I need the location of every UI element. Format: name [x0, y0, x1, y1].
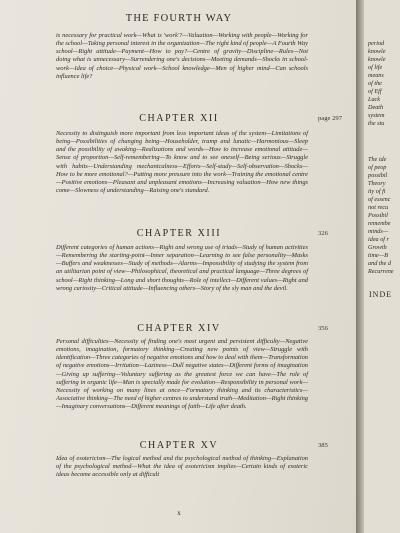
right-line: of Eff [368, 88, 382, 95]
right-line: possibil [368, 172, 388, 179]
right-line: The ide [368, 156, 387, 163]
chapter-heading-xv: CHAPTER XV [139, 440, 219, 451]
chapter-xiii-page: 326 [318, 230, 328, 237]
right-line: and the d [368, 260, 392, 267]
right-line: the stu [368, 120, 385, 127]
chapter-xii-page: page 297 [318, 115, 342, 122]
page-folio: x [177, 509, 181, 517]
right-line: ity of fi [368, 188, 386, 195]
right-line: Theory [368, 180, 386, 187]
chapter-xv-summary: Idea of esotericism—The logical method and the psychological method of thinking—Explanation of the psychological method—What the idea of esotericism implies—Certain kinds of esoteric ideas become accessible only at difficult [56, 455, 308, 479]
right-line: knowle [368, 48, 386, 55]
right-line: Lack [368, 96, 381, 103]
right-line: of the [368, 80, 382, 87]
right-line: of essenc [368, 196, 391, 203]
right-line: system [368, 112, 385, 119]
running-head: THE FOURTH WAY [125, 13, 233, 24]
right-line: of peop [368, 164, 387, 171]
right-line: idea of r [368, 236, 389, 243]
chapter-xiii-summary: Different categories of human actions—Right and wrong use of triads—Study of human activities—Remembering the starting-point—Inner separation—Learning to see false personality—Masks—Buffers and weaknesses—Study of methods—Alarms—Impossibility of studying the system from an utilitarian point of view—Philosophical, theoretical and practical language—Three degrees of school—Right thinking—Long and short thoughts—Role of intellect—Different values—Right and wrong curiosity—Critical attitude—Influencing others—Story of the sly man and the devil. [56, 244, 308, 292]
right-line: Recurrene [368, 268, 394, 275]
chapter-heading-xiv: CHAPTER XIV [137, 323, 221, 334]
intro-paragraph: is necessary for practical work—What is 'work'?—Valuation—Working with people—Working for the school—Taking personal interest in the organization—The right kind of people—A Fourth Way school—Right attitude—Payment—How to pay?—Centre of gravity—Discipline—Rules—Not doing what is unnecessary—Surrendering one's decisions—Meeting demands—Shocks in school-work—Idea of choice—Physical work—School knowledge—Men of higher mind—Can schools influence life? [56, 32, 308, 80]
right-line: period [368, 40, 385, 47]
chapter-xiv-page: 356 [318, 325, 328, 332]
chapter-xiv-summary: Personal difficulties—Necessity of finding one's most urgent and persistent difficulty—Negative emotions, imagination, formatory thinking—Creating new points of view—Struggle with identification—Three categories of negative emotions and how to deal with them—Transformation of negative emotions—Irritation—Laziness—Dull negative states—Different forms of imagination—Giving up suffering—Voluntary suffering as the greatest force we can have—The role of suffering in organic life—Man is specially made for evolution—Responsibility in personal work—Necessity of working on many lines at once—Formatory thinking and its characteristics—Associative thinking—The need of higher centres to understand truth—Meditation—Right thinking—Imaginary conversations—Different meanings of faith—Life after death. [56, 338, 308, 411]
right-line: remembe [368, 220, 391, 227]
right-line: Growth [368, 244, 387, 251]
right-page [364, 0, 400, 533]
right-line: means [368, 72, 384, 79]
right-line: minds— [368, 228, 389, 235]
index-heading: INDE [369, 290, 393, 299]
book-gutter [356, 0, 364, 533]
right-line: not recu [368, 204, 389, 211]
right-line: Death [368, 104, 384, 111]
chapter-xv-page: 385 [318, 442, 328, 449]
right-line: Possibil [368, 212, 388, 219]
right-line: knowle [368, 56, 386, 63]
chapter-heading-xii: CHAPTER XII [139, 113, 219, 124]
right-line: of life [368, 64, 383, 71]
chapter-xii-summary: Necessity to distinguish more important from less important ideas of the system—Limitations of being—Possibilities of changing being—Householder, tramp and lunatic—Harmonious—Sleep and the possibility of awaking—Realizations and words—How to increase emotional attitude—Sense of proportion—Self-remembering—To know and to see oneself—Being serious—Struggle with habits—Understanding mechanicalness—Efforts—Self-study—Self-observation—Shocks—How to be more emotional?—Putting more pressure into the work—Training the emotional centre—Positive emotions—Pleasant and unpleasant emotions—Increasing valuation—How new things come—Slowness of understanding—Raising one's standard. [56, 130, 308, 195]
right-line: time—B [368, 252, 388, 259]
chapter-heading-xiii: CHAPTER XIII [136, 228, 222, 239]
